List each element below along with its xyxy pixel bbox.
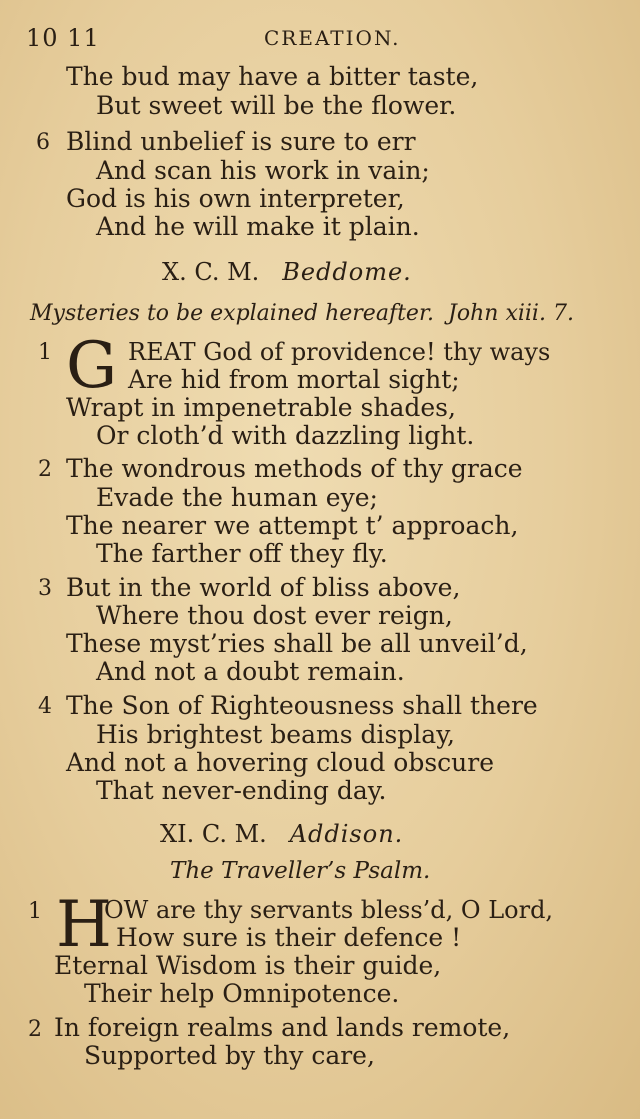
hymn-subtitle [30,301,574,326]
verse-line: The wondrous methods of thy grace [66,454,523,483]
hymn-number-meter: X. C. M. [162,258,260,286]
hymn-composer: Beddome. [282,258,412,286]
verse-line: REAT God of providence! thy ways [128,338,551,366]
verse-line: And scan his work in vain; [96,156,430,185]
verse-line: Supported by thy care, [84,1041,375,1070]
hymn-subtitle-text: Mysteries to be explained hereafter. [30,301,435,326]
verse-line: But in the world of bliss above, [66,573,461,602]
page-number: 10 11 [26,24,100,52]
verse-line: Wrapt in impenetrable shades, [66,393,456,422]
stanza-number: 3 [38,576,52,601]
hymn-subtitle: The Traveller’s Psalm. [170,858,431,884]
page-header [26,24,620,54]
verse-line: Are hid from mortal sight; [128,365,460,394]
scripture-reference: John xiii. 7. [448,301,574,326]
verse-line: The nearer we attempt t’ approach, [66,511,519,540]
hymn-composer: Addison. [289,820,404,848]
verse-line: Eternal Wisdom is their guide, [54,951,442,980]
verse-line: The farther off they fly. [96,539,388,568]
verse-line: That never-ending day. [96,776,387,805]
stanza-number: 6 [36,130,50,155]
verse-line: Blind unbelief is sure to err [66,127,416,156]
stanza-number: 2 [28,1017,42,1042]
verse-line: How sure is their defence ! [116,923,462,952]
stanza-number: 1 [28,899,42,924]
verse-line: And he will make it plain. [96,212,420,241]
hymn-number-meter: XI. C. M. [160,820,267,848]
stanza-number: 1 [38,340,52,365]
verse-line: And not a doubt remain. [96,657,405,686]
verse-line: But sweet will be the flower. [96,91,457,120]
verse-line: These myst’ries shall be all unveil’d, [66,629,528,658]
hymn-title [160,820,403,848]
verse-line: His brightest beams display, [96,720,455,749]
running-head: CREATION. [264,26,401,50]
verse-line: And not a hovering cloud obscure [66,748,495,777]
verse-line: OW are thy servants bless’d, O Lord, [104,896,554,924]
verse-line: The Son of Righteousness shall there [66,691,538,720]
drop-cap: H [56,888,112,962]
stanza-number: 2 [38,457,52,482]
drop-cap: G [66,329,118,403]
verse-line: Where thou dost ever reign, [96,601,453,630]
verse-line: Their help Omnipotence. [84,979,400,1008]
stanza-number: 4 [38,694,52,719]
verse-line: Evade the human eye; [96,483,378,512]
verse-line: In foreign realms and lands remote, [54,1013,511,1042]
hymn-title [162,258,412,286]
verse-line: The bud may have a bitter taste, [66,62,479,91]
verse-line: God is his own interpreter, [66,184,405,213]
verse-line: Or cloth’d with dazzling light. [96,421,475,450]
